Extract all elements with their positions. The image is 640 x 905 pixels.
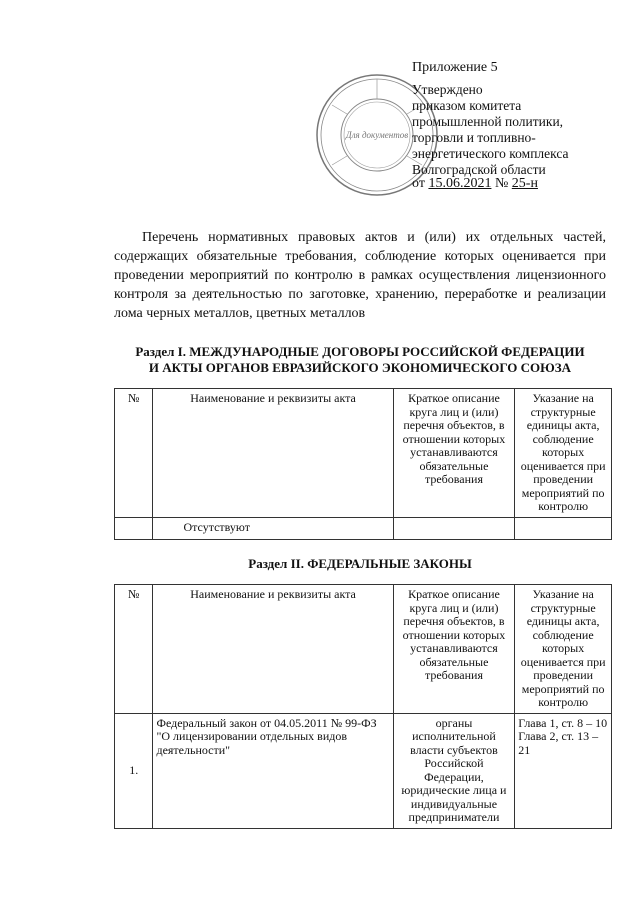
- section2-table: [114, 584, 612, 829]
- approval-line: приказом комитета: [412, 98, 522, 113]
- table-header-row: [115, 389, 612, 518]
- row-name-cell: Федеральный закон от 04.05.2011 № 99-ФЗ "О лицензировании отдельных видов деятельности": [153, 713, 393, 828]
- order-number: 25-н: [511, 176, 538, 191]
- ref-chapter-1: Глава 1, ст. 8 – 10: [518, 715, 608, 730]
- approval-line: Утверждено: [412, 82, 483, 97]
- order-date: 15.06.2021: [428, 176, 492, 191]
- stamp-text: Для документов: [345, 130, 409, 140]
- approval-block: [412, 82, 622, 178]
- col-desc-header: Краткое описание круга лиц и (или) перечня объектов, в отношении которых устанавливаются обязательные требования: [393, 585, 515, 714]
- intro-paragraph: Перечень нормативных правовых актов и (или) их отдельных частей, содержащих обязательные требования, соблюдение которых оценивается при проведении мероприятий по контролю в рамках осуществления лицензионного контроля за деятельностью по заготовке, хранению, переработке и реализации лома черных металлов, цветных металлов: [114, 230, 606, 321]
- col-num-header: №: [115, 585, 153, 714]
- col-name-header: Наименование и реквизиты акта: [153, 389, 393, 518]
- approval-line: Волгоградской области: [412, 162, 546, 177]
- approval-line: промышленной политики,: [412, 114, 564, 129]
- appendix-label: Приложение 5: [412, 60, 498, 75]
- col-ref-header: Указание на структурные единицы акта, соблюдение которых оценивается при проведении мероприятий по контролю: [515, 389, 612, 518]
- empty-ref-cell: [515, 517, 612, 539]
- col-desc-header: Краткое описание круга лиц и (или) перечня объектов, в отношении которых устанавливаются обязательные требования: [393, 389, 515, 518]
- col-num-header: №: [115, 389, 153, 518]
- empty-text-cell: Отсутствуют: [153, 517, 393, 539]
- section1-table: [114, 388, 612, 540]
- approval-line: энергетического комплекса: [412, 146, 569, 161]
- empty-num-cell: [115, 517, 153, 539]
- section2-title: Раздел II. ФЕДЕРАЛЬНЫЕ ЗАКОНЫ: [248, 556, 472, 571]
- row-ref-cell: [515, 713, 612, 828]
- section1-title-line1: Раздел I. МЕЖДУНАРОДНЫЕ ДОГОВОРЫ РОССИЙСКОЙ ФЕДЕРАЦИИ: [135, 344, 585, 359]
- table-header-row: [115, 585, 612, 714]
- table-row: [115, 517, 612, 539]
- number-sign: №: [494, 176, 509, 191]
- date-prefix: от: [412, 176, 425, 191]
- approval-line: торговли и топливно-: [412, 130, 536, 145]
- row-desc-cell: органы исполнительной власти субъектов Российской Федерации, юридические лица и индивидуальные предприниматели: [393, 713, 515, 828]
- section1-title-line2: И АКТЫ ОРГАНОВ ЕВРАЗИЙСКОГО ЭКОНОМИЧЕСКОГО СОЮЗА: [148, 360, 572, 375]
- empty-desc-cell: [393, 517, 515, 539]
- row-num-cell: 1.: [115, 713, 153, 828]
- ref-chapter-2: Глава 2, ст. 13 – 21: [518, 729, 599, 757]
- table-row: [115, 713, 612, 828]
- order-date-line: [412, 176, 538, 192]
- section1-title: [114, 344, 606, 376]
- col-ref-header: Указание на структурные единицы акта, соблюдение которых оценивается при проведении мероприятий по контролю: [515, 585, 612, 714]
- col-name-header: Наименование и реквизиты акта: [153, 585, 393, 714]
